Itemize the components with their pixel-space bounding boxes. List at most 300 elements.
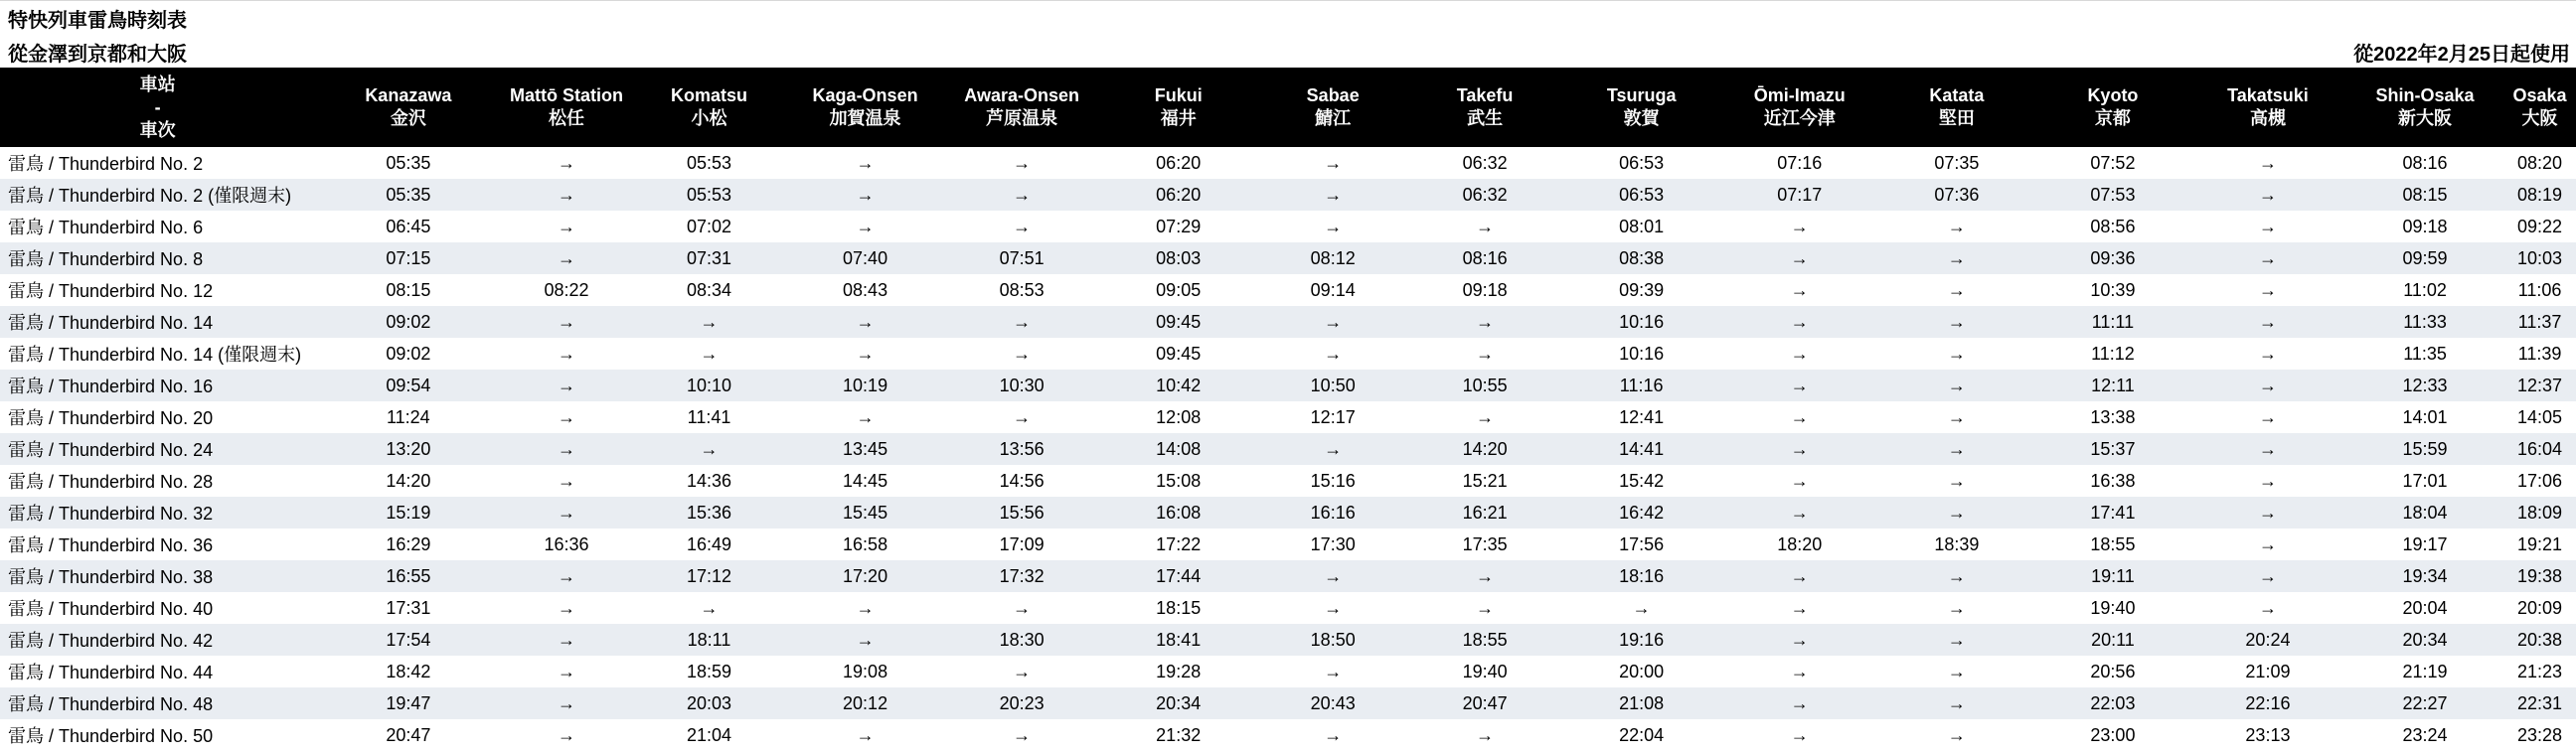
time-cell: 22:27 bbox=[2402, 692, 2448, 713]
time-cell: 23:00 bbox=[2090, 724, 2136, 745]
time-cell: 16:04 bbox=[2517, 438, 2563, 459]
time-cell: 18:59 bbox=[686, 661, 732, 681]
table-row bbox=[0, 274, 2576, 306]
sheet-title: 特快列車雷鳥時刻表 bbox=[8, 10, 187, 32]
time-cell: 09:39 bbox=[1619, 279, 1665, 300]
time-cell: 19:40 bbox=[2090, 597, 2136, 618]
time-cell: → bbox=[557, 406, 575, 427]
train-name-cell: 雷鳥 / Thunderbird No. 32 bbox=[8, 504, 214, 524]
time-cell: 20:56 bbox=[2090, 661, 2136, 681]
time-cell: 06:45 bbox=[386, 216, 431, 236]
time-cell: → bbox=[1324, 438, 1343, 459]
time-cell: → bbox=[557, 216, 575, 236]
time-cell: 20:23 bbox=[999, 692, 1045, 713]
time-cell: 17:56 bbox=[1619, 533, 1665, 554]
train-name-cell: 雷鳥 / Thunderbird No. 12 bbox=[8, 281, 214, 301]
time-cell: 17:32 bbox=[999, 565, 1045, 586]
time-cell: → bbox=[1790, 724, 1809, 745]
table-row bbox=[0, 624, 2576, 656]
time-cell: 21:23 bbox=[2517, 661, 2563, 681]
time-cell: → bbox=[2258, 152, 2277, 173]
time-cell: 07:53 bbox=[2090, 184, 2136, 205]
time-cell: 20:00 bbox=[1619, 661, 1665, 681]
time-cell: 09:22 bbox=[2517, 216, 2563, 236]
station-name-ja: 加賀温泉 bbox=[829, 108, 901, 128]
time-cell: → bbox=[1947, 597, 1966, 618]
station-name-ja: 京都 bbox=[2094, 108, 2131, 128]
time-cell: 10:55 bbox=[1462, 375, 1508, 395]
time-cell: 07:51 bbox=[999, 247, 1045, 268]
station-name-ja: 近江今津 bbox=[1763, 108, 1836, 128]
time-cell: 09:45 bbox=[1156, 343, 1202, 364]
train-name-cell: 雷鳥 / Thunderbird No. 42 bbox=[8, 631, 214, 651]
time-cell: 07:17 bbox=[1777, 184, 1823, 205]
time-cell: → bbox=[1324, 343, 1343, 364]
time-cell: 07:31 bbox=[686, 247, 732, 268]
time-cell: → bbox=[2258, 184, 2277, 205]
table-row bbox=[0, 179, 2576, 211]
time-cell: → bbox=[1947, 502, 1966, 523]
time-cell: 12:37 bbox=[2517, 375, 2563, 395]
time-cell: 14:08 bbox=[1156, 438, 1202, 459]
station-name-en: Osaka bbox=[2512, 85, 2567, 105]
time-cell: 18:55 bbox=[2090, 533, 2136, 554]
station-name-ja: 鯖江 bbox=[1315, 108, 1352, 128]
time-cell: 16:36 bbox=[544, 533, 589, 554]
station-name-ja: 堅田 bbox=[1938, 108, 1975, 128]
station-header bbox=[1100, 68, 1257, 147]
time-cell: 09:02 bbox=[386, 311, 431, 332]
time-cell: 11:06 bbox=[2517, 279, 2562, 300]
time-cell: → bbox=[557, 661, 575, 681]
time-cell: 12:41 bbox=[1619, 406, 1665, 427]
time-cell: → bbox=[1790, 692, 1809, 713]
time-cell: 07:02 bbox=[686, 216, 732, 236]
time-cell: 09:05 bbox=[1156, 279, 1202, 300]
time-cell: 17:35 bbox=[1462, 533, 1508, 554]
time-cell: 20:43 bbox=[1310, 692, 1356, 713]
time-cell: 12:11 bbox=[2091, 375, 2135, 395]
station-name-ja: 武生 bbox=[1467, 108, 1504, 128]
time-cell: → bbox=[1324, 724, 1343, 745]
time-cell: → bbox=[700, 311, 719, 332]
time-cell: 17:06 bbox=[2517, 470, 2563, 491]
time-cell: 10:39 bbox=[2090, 279, 2136, 300]
time-cell: 16:55 bbox=[386, 565, 431, 586]
station-header bbox=[1877, 68, 2036, 147]
time-cell: 20:34 bbox=[2402, 629, 2448, 650]
time-cell: → bbox=[856, 152, 875, 173]
station-name-en: Kyoto bbox=[2087, 85, 2139, 105]
time-cell: → bbox=[2258, 406, 2277, 427]
time-cell: 14:41 bbox=[1619, 438, 1665, 459]
time-cell: 13:45 bbox=[843, 438, 888, 459]
station-name-en: Kanazawa bbox=[365, 85, 452, 105]
time-cell: → bbox=[1790, 279, 1809, 300]
corner-header bbox=[0, 68, 315, 147]
time-cell: → bbox=[2258, 247, 2277, 268]
time-cell: 17:41 bbox=[2090, 502, 2136, 523]
time-cell: → bbox=[2258, 438, 2277, 459]
station-name-en: Tsuruga bbox=[1606, 85, 1677, 105]
table-row bbox=[0, 687, 2576, 719]
time-cell: → bbox=[2258, 311, 2277, 332]
time-cell: 16:08 bbox=[1156, 502, 1202, 523]
time-cell: 19:16 bbox=[1619, 629, 1665, 650]
table-row bbox=[0, 560, 2576, 592]
time-cell: → bbox=[1947, 343, 1966, 364]
corner-train-label: 車次 bbox=[139, 119, 176, 140]
train-name-cell: 雷鳥 / Thunderbird No. 48 bbox=[8, 694, 214, 714]
station-name-en: Mattō Station bbox=[509, 85, 623, 105]
time-cell: 18:15 bbox=[1156, 597, 1202, 618]
time-cell: 07:16 bbox=[1777, 152, 1823, 173]
time-cell: → bbox=[2258, 533, 2277, 554]
time-cell: → bbox=[1790, 597, 1809, 618]
time-cell: 12:17 bbox=[1310, 406, 1356, 427]
time-cell: → bbox=[1947, 311, 1966, 332]
time-cell: 11:37 bbox=[2517, 311, 2562, 332]
time-cell: → bbox=[1947, 565, 1966, 586]
time-cell: → bbox=[1790, 247, 1809, 268]
time-cell: 08:19 bbox=[2517, 184, 2563, 205]
time-cell: → bbox=[1790, 438, 1809, 459]
time-cell: 08:43 bbox=[843, 279, 888, 300]
time-cell: → bbox=[557, 152, 575, 173]
time-cell: 17:20 bbox=[843, 565, 888, 586]
time-cell: → bbox=[1947, 216, 1966, 236]
time-cell: 10:10 bbox=[686, 375, 732, 395]
station-name-ja: 大阪 bbox=[2521, 108, 2558, 128]
time-cell: → bbox=[557, 343, 575, 364]
time-cell: → bbox=[1476, 406, 1495, 427]
train-name-cell: 雷鳥 / Thunderbird No. 44 bbox=[8, 663, 214, 682]
time-cell: 20:38 bbox=[2517, 629, 2563, 650]
time-cell: 15:56 bbox=[999, 502, 1045, 523]
station-name-en: Komatsu bbox=[671, 85, 748, 105]
train-name-cell: 雷鳥 / Thunderbird No. 14 bbox=[8, 313, 214, 333]
time-cell: 18:30 bbox=[999, 629, 1045, 650]
time-cell: 21:08 bbox=[1619, 692, 1665, 713]
time-cell: → bbox=[1947, 629, 1966, 650]
train-name-cell: 雷鳥 / Thunderbird No. 2 (僅限週末) bbox=[8, 186, 292, 206]
time-cell: 18:55 bbox=[1462, 629, 1508, 650]
time-cell: → bbox=[856, 343, 875, 364]
time-cell: 19:17 bbox=[2402, 533, 2448, 554]
effective-date: 從2022年2月25日起使用 bbox=[2353, 43, 2570, 66]
time-cell: → bbox=[1947, 692, 1966, 713]
time-cell: 09:18 bbox=[1462, 279, 1508, 300]
time-cell: 23:13 bbox=[2245, 724, 2291, 745]
time-cell: 06:32 bbox=[1462, 184, 1508, 205]
time-cell: 15:37 bbox=[2090, 438, 2136, 459]
time-cell: → bbox=[856, 184, 875, 205]
time-cell: 08:12 bbox=[1310, 247, 1356, 268]
time-cell: 14:45 bbox=[843, 470, 888, 491]
time-cell: 20:09 bbox=[2517, 597, 2563, 618]
time-cell: 10:16 bbox=[1619, 343, 1665, 364]
time-cell: → bbox=[856, 406, 875, 427]
time-cell: 12:33 bbox=[2402, 375, 2448, 395]
train-name-cell: 雷鳥 / Thunderbird No. 16 bbox=[8, 377, 214, 396]
table-row bbox=[0, 497, 2576, 528]
station-name-en: Takefu bbox=[1456, 85, 1514, 105]
train-name-cell: 雷鳥 / Thunderbird No. 38 bbox=[8, 567, 214, 587]
time-cell: 20:34 bbox=[1156, 692, 1202, 713]
station-name-ja: 新大阪 bbox=[2398, 108, 2453, 128]
time-cell: 16:42 bbox=[1619, 502, 1665, 523]
time-cell: 15:42 bbox=[1619, 470, 1665, 491]
time-cell: → bbox=[1324, 184, 1343, 205]
time-cell: 16:16 bbox=[1310, 502, 1356, 523]
time-cell: → bbox=[557, 375, 575, 395]
time-cell: → bbox=[2258, 343, 2277, 364]
station-header bbox=[1409, 68, 1561, 147]
time-cell: → bbox=[557, 311, 575, 332]
table-header-row bbox=[0, 68, 2576, 147]
time-cell: → bbox=[557, 502, 575, 523]
time-cell: → bbox=[1324, 311, 1343, 332]
time-cell: → bbox=[1476, 565, 1495, 586]
train-name-cell: 雷鳥 / Thunderbird No. 28 bbox=[8, 472, 214, 492]
time-cell: 10:30 bbox=[999, 375, 1045, 395]
time-cell: 09:02 bbox=[386, 343, 431, 364]
time-cell: 19:47 bbox=[386, 692, 431, 713]
time-cell: 19:28 bbox=[1156, 661, 1202, 681]
time-cell: 14:20 bbox=[1462, 438, 1508, 459]
time-cell: 14:36 bbox=[686, 470, 732, 491]
time-cell: 16:58 bbox=[843, 533, 888, 554]
time-cell: → bbox=[1790, 406, 1809, 427]
station-header bbox=[2346, 68, 2503, 147]
time-cell: 06:20 bbox=[1156, 152, 1202, 173]
time-cell: 15:21 bbox=[1462, 470, 1508, 491]
time-cell: 14:20 bbox=[386, 470, 431, 491]
time-cell: 09:54 bbox=[386, 375, 431, 395]
time-cell: 18:11 bbox=[687, 629, 731, 650]
time-cell: 15:08 bbox=[1156, 470, 1202, 491]
train-name-cell: 雷鳥 / Thunderbird No. 24 bbox=[8, 440, 214, 460]
station-header bbox=[787, 68, 944, 147]
time-cell: → bbox=[1476, 216, 1495, 236]
time-cell: 14:05 bbox=[2517, 406, 2563, 427]
time-cell: 07:36 bbox=[1934, 184, 1980, 205]
time-cell: → bbox=[1324, 597, 1343, 618]
time-cell: 08:16 bbox=[2402, 152, 2448, 173]
time-cell: 22:16 bbox=[2245, 692, 2291, 713]
train-name-cell: 雷鳥 / Thunderbird No. 36 bbox=[8, 535, 214, 555]
station-name-ja: 小松 bbox=[691, 108, 727, 128]
time-cell: 10:50 bbox=[1310, 375, 1356, 395]
station-header bbox=[1722, 68, 1877, 147]
time-cell: → bbox=[2258, 565, 2277, 586]
time-cell: → bbox=[856, 216, 875, 236]
train-name-cell: 雷鳥 / Thunderbird No. 6 bbox=[8, 218, 204, 237]
station-name-en: Kaga-Onsen bbox=[812, 85, 918, 105]
time-cell: → bbox=[1324, 565, 1343, 586]
time-cell: 09:18 bbox=[2402, 216, 2448, 236]
time-cell: 13:20 bbox=[386, 438, 431, 459]
time-cell: → bbox=[2258, 279, 2277, 300]
table-body bbox=[0, 147, 2576, 751]
time-cell: 18:42 bbox=[386, 661, 431, 681]
table-row bbox=[0, 242, 2576, 274]
time-cell: → bbox=[1790, 502, 1809, 523]
time-cell: → bbox=[1632, 597, 1651, 618]
time-cell: 09:36 bbox=[2090, 247, 2136, 268]
time-cell: 20:03 bbox=[686, 692, 732, 713]
time-cell: 09:14 bbox=[1310, 279, 1356, 300]
time-cell: 19:11 bbox=[2091, 565, 2135, 586]
time-cell: → bbox=[1476, 343, 1495, 364]
time-cell: 11:35 bbox=[2403, 343, 2447, 364]
time-cell: 09:45 bbox=[1156, 311, 1202, 332]
time-cell: → bbox=[1013, 311, 1032, 332]
station-name-en: Ōmi-Imazu bbox=[1753, 85, 1846, 105]
time-cell: → bbox=[1013, 184, 1032, 205]
time-cell: 18:04 bbox=[2402, 502, 2448, 523]
sheet-title-row bbox=[0, 1, 2576, 36]
station-header bbox=[501, 68, 631, 147]
time-cell: → bbox=[557, 724, 575, 745]
time-cell: → bbox=[700, 597, 719, 618]
time-cell: 15:59 bbox=[2402, 438, 2448, 459]
time-cell: 15:16 bbox=[1310, 470, 1356, 491]
station-name-ja: 敦賀 bbox=[1623, 108, 1660, 128]
time-cell: 14:56 bbox=[999, 470, 1045, 491]
time-cell: 20:04 bbox=[2402, 597, 2448, 618]
time-cell: 23:28 bbox=[2517, 724, 2563, 745]
time-cell: → bbox=[1013, 216, 1032, 236]
table-row bbox=[0, 306, 2576, 338]
time-cell: 21:04 bbox=[686, 724, 732, 745]
time-cell: 20:47 bbox=[1462, 692, 1508, 713]
time-cell: 15:36 bbox=[686, 502, 732, 523]
time-cell: 20:11 bbox=[2091, 629, 2135, 650]
train-name-cell: 雷鳥 / Thunderbird No. 20 bbox=[8, 408, 214, 428]
table-row bbox=[0, 211, 2576, 242]
train-name-cell: 雷鳥 / Thunderbird No. 2 bbox=[8, 154, 204, 174]
time-cell: → bbox=[2258, 470, 2277, 491]
station-name-en: Fukui bbox=[1154, 85, 1203, 105]
time-cell: 19:34 bbox=[2402, 565, 2448, 586]
station-name-ja: 松任 bbox=[548, 108, 584, 128]
time-cell: 18:50 bbox=[1310, 629, 1356, 650]
time-cell: → bbox=[557, 438, 575, 459]
time-cell: 22:04 bbox=[1619, 724, 1665, 745]
time-cell: 20:47 bbox=[386, 724, 431, 745]
time-cell: 13:38 bbox=[2090, 406, 2136, 427]
time-cell: → bbox=[1790, 661, 1809, 681]
time-cell: → bbox=[856, 597, 875, 618]
time-cell: 08:01 bbox=[1619, 216, 1665, 236]
table-row bbox=[0, 338, 2576, 370]
time-cell: 10:03 bbox=[2517, 247, 2563, 268]
time-cell: 17:44 bbox=[1156, 565, 1202, 586]
table-row bbox=[0, 465, 2576, 497]
time-cell: → bbox=[1476, 311, 1495, 332]
time-cell: 08:34 bbox=[686, 279, 732, 300]
time-cell: 10:19 bbox=[843, 375, 888, 395]
time-cell: → bbox=[1013, 661, 1032, 681]
sheet-subtitle-row bbox=[0, 36, 2576, 68]
time-cell: 18:20 bbox=[1777, 533, 1823, 554]
time-cell: → bbox=[557, 597, 575, 618]
table-row bbox=[0, 370, 2576, 401]
train-name-cell: 雷鳥 / Thunderbird No. 50 bbox=[8, 726, 214, 746]
time-cell: → bbox=[1790, 470, 1809, 491]
time-cell: 08:53 bbox=[999, 279, 1045, 300]
station-name-ja: 福井 bbox=[1160, 108, 1197, 128]
time-cell: → bbox=[1947, 724, 1966, 745]
time-cell: → bbox=[1013, 406, 1032, 427]
time-cell: → bbox=[1947, 470, 1966, 491]
time-cell: 18:39 bbox=[1934, 533, 1980, 554]
station-header bbox=[632, 68, 787, 147]
train-name-cell: 雷鳥 / Thunderbird No. 14 (僅限週末) bbox=[8, 345, 302, 365]
time-cell: 16:21 bbox=[1462, 502, 1508, 523]
train-name-cell: 雷鳥 / Thunderbird No. 40 bbox=[8, 599, 214, 619]
time-cell: 05:35 bbox=[386, 152, 431, 173]
time-cell: → bbox=[1013, 597, 1032, 618]
time-cell: 16:29 bbox=[386, 533, 431, 554]
time-cell: → bbox=[700, 343, 719, 364]
time-cell: → bbox=[1790, 375, 1809, 395]
time-cell: 07:15 bbox=[386, 247, 431, 268]
time-cell: 14:01 bbox=[2402, 406, 2448, 427]
time-cell: 11:16 bbox=[1619, 375, 1664, 395]
time-cell: 11:41 bbox=[687, 406, 731, 427]
time-cell: 05:35 bbox=[386, 184, 431, 205]
time-cell: 08:15 bbox=[386, 279, 431, 300]
time-cell: 07:40 bbox=[843, 247, 888, 268]
time-cell: → bbox=[1947, 438, 1966, 459]
time-cell: 19:40 bbox=[1462, 661, 1508, 681]
time-cell: 22:03 bbox=[2090, 692, 2136, 713]
time-cell: 17:01 bbox=[2402, 470, 2448, 491]
time-cell: 13:56 bbox=[999, 438, 1045, 459]
time-cell: 19:21 bbox=[2517, 533, 2563, 554]
time-cell: 23:24 bbox=[2402, 724, 2448, 745]
time-cell: → bbox=[557, 470, 575, 491]
timetable bbox=[0, 68, 2576, 751]
time-cell: 10:42 bbox=[1156, 375, 1202, 395]
time-cell: 15:45 bbox=[843, 502, 888, 523]
time-cell: 11:02 bbox=[2403, 279, 2447, 300]
time-cell: → bbox=[1947, 406, 1966, 427]
time-cell: → bbox=[2258, 375, 2277, 395]
time-cell: → bbox=[2258, 216, 2277, 236]
time-cell: → bbox=[1790, 311, 1809, 332]
time-cell: → bbox=[1790, 565, 1809, 586]
time-cell: 07:35 bbox=[1934, 152, 1980, 173]
time-cell: → bbox=[1947, 279, 1966, 300]
time-cell: 08:38 bbox=[1619, 247, 1665, 268]
time-cell: 09:59 bbox=[2402, 247, 2448, 268]
time-cell: 11:11 bbox=[2091, 311, 2135, 332]
time-cell: 06:32 bbox=[1462, 152, 1508, 173]
time-cell: 20:24 bbox=[2245, 629, 2291, 650]
time-cell: 10:16 bbox=[1619, 311, 1665, 332]
time-cell: → bbox=[1790, 343, 1809, 364]
time-cell: → bbox=[557, 184, 575, 205]
station-header bbox=[2036, 68, 2189, 147]
table-row bbox=[0, 592, 2576, 624]
time-cell: 17:31 bbox=[386, 597, 431, 618]
time-cell: → bbox=[1947, 247, 1966, 268]
time-cell: 08:03 bbox=[1156, 247, 1202, 268]
time-cell: 11:39 bbox=[2517, 343, 2562, 364]
